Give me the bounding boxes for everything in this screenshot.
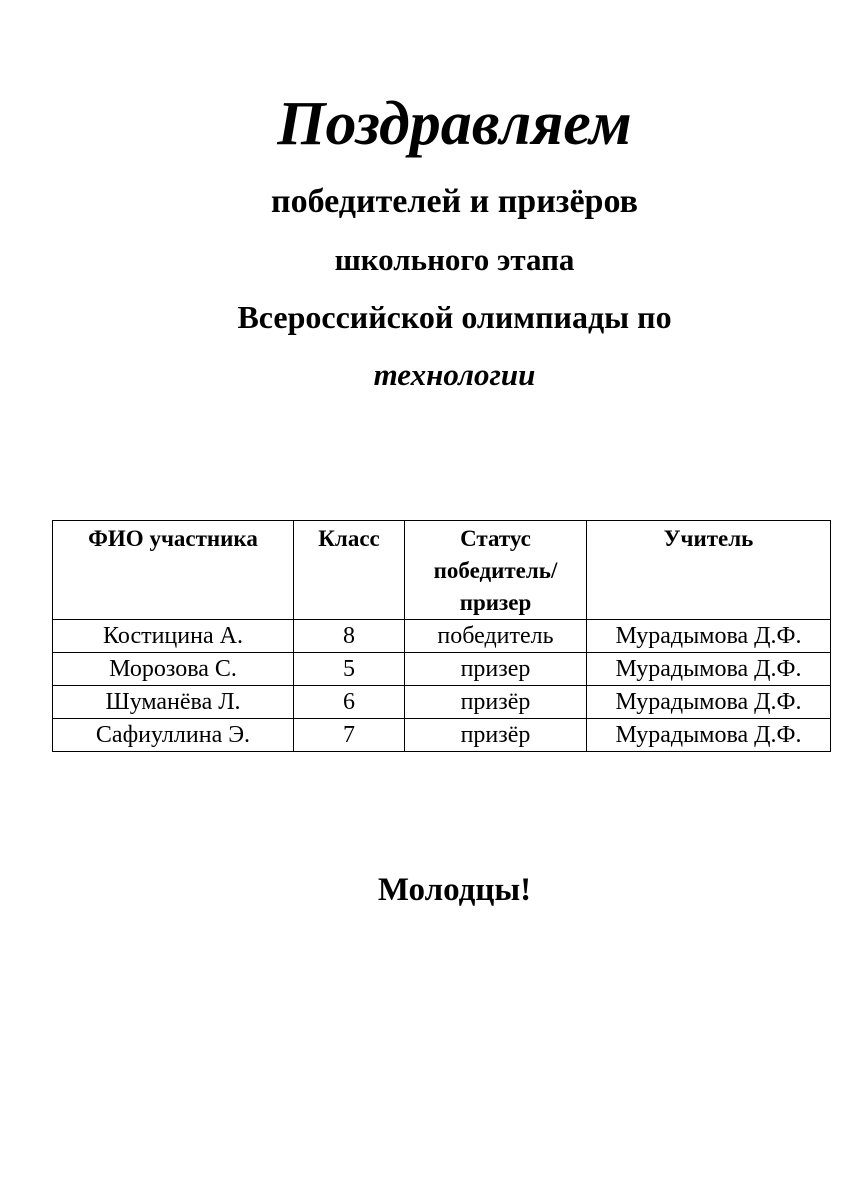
header-status-line1: Статус — [460, 526, 531, 551]
heading-line-winners: победителей и призёров — [271, 183, 638, 220]
cell-teacher: Мурадымова Д.Ф. — [587, 686, 831, 719]
cell-teacher: Мурадымова Д.Ф. — [587, 620, 831, 653]
cell-grade: 8 — [294, 620, 405, 653]
heading-line-stage: школьного этапа — [334, 242, 575, 277]
cell-status: призёр — [405, 686, 587, 719]
cell-name: Костицина А. — [53, 620, 294, 653]
heading-line-olympiad: Всероссийской олимпиады по — [237, 299, 672, 335]
cell-status: победитель — [405, 620, 587, 653]
header-status — [405, 521, 587, 620]
table-row — [53, 653, 831, 686]
table-row — [53, 719, 831, 752]
cell-status: призёр — [405, 719, 587, 752]
closing-message: Молодцы! — [377, 872, 532, 908]
header-status-line2: победитель/ — [433, 558, 558, 583]
cell-name: Шуманёва Л. — [53, 686, 294, 719]
cell-status: призер — [405, 653, 587, 686]
table-header-row — [53, 521, 831, 620]
table-row — [53, 686, 831, 719]
header-teacher: Учитель — [587, 521, 831, 620]
table-row — [53, 620, 831, 653]
cell-grade: 5 — [294, 653, 405, 686]
header-name: ФИО участника — [53, 521, 294, 620]
cell-name: Сафиуллина Э. — [53, 719, 294, 752]
cell-grade: 7 — [294, 719, 405, 752]
heading-line-subject: технологии — [373, 357, 536, 392]
cell-name: Морозова С. — [53, 653, 294, 686]
cell-teacher: Мурадымова Д.Ф. — [587, 719, 831, 752]
results-table — [52, 520, 831, 752]
header-grade: Класс — [294, 521, 405, 620]
page-title: Поздравляем — [277, 90, 632, 158]
cell-grade: 6 — [294, 686, 405, 719]
header-status-line3: призер — [459, 590, 532, 615]
cell-teacher: Мурадымова Д.Ф. — [587, 653, 831, 686]
